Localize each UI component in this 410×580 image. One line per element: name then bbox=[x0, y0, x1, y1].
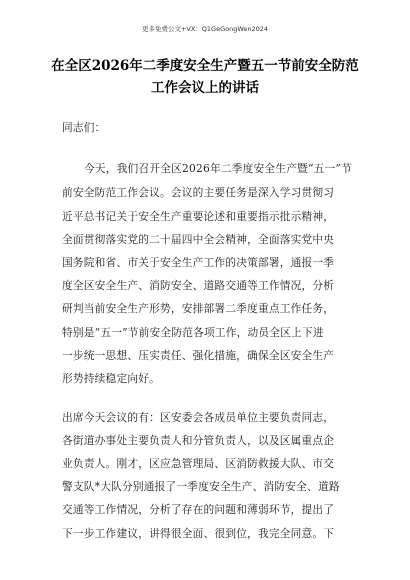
paragraph-2-line: 交通等工作情况，分析了存在的问题和薄弱环节，提出了 bbox=[62, 503, 335, 516]
header-note: 更多免费公文+VX：Q1GeGongWen2024 bbox=[141, 25, 269, 33]
salutation: 同志们： bbox=[62, 121, 106, 134]
paragraph-1-line: 度全区安全生产、消防安全、道路交通等工作情况，分析 bbox=[62, 279, 335, 292]
paragraph-1-line: 国务院和省、市关于安全生产工作的决策部署，通报一季 bbox=[62, 256, 335, 269]
paragraph-1-line: 全面贯彻落实党的二十届四中全会精神，全面落实党中央 bbox=[62, 233, 335, 246]
paragraph-2-line: 出席今天会议的有：区安委会各成员单位主要负责同志， bbox=[62, 411, 335, 424]
paragraph-2-line: 业负责人。刚才，区应急管理局、区消防救援大队、市交 bbox=[62, 457, 335, 470]
paragraph-1-line: 形势持续稳定向好。 bbox=[62, 372, 160, 385]
paragraph-1-line: 近平总书记关于安全生产重要论述和重要指示批示精神， bbox=[62, 210, 335, 223]
paragraph-1-line: 今天，我们召开全区2026年二季度安全生产暨“五一”节 bbox=[84, 162, 352, 175]
paragraph-2-line: 警支队*大队分别通报了一季度安全生产、消防安全、道路 bbox=[62, 480, 340, 493]
paragraph-2-line: 各街道办事处主要负责人和分管负责人，以及区属重点企 bbox=[62, 434, 335, 447]
paragraph-1-line: 前安全防范工作会议。会议的主要任务是深入学习贯彻习 bbox=[62, 186, 335, 199]
document-title-line-1: 在全区2026年二季度安全生产暨五一节前安全防范 bbox=[51, 58, 359, 74]
document-title-line-2: 工作会议上的讲话 bbox=[151, 80, 259, 96]
paragraph-1-line: 特别是“五一”节前安全防范各项工作，动员全区上下进 bbox=[62, 326, 324, 339]
paragraph-1-line: 研判当前安全生产形势，安排部署二季度重点工作任务， bbox=[62, 302, 335, 315]
paragraph-2-line: 下一步工作建议，讲得很全面、很到位，我完全同意。下 bbox=[62, 527, 335, 540]
paragraph-1-line: 一步统一思想、压实责任、强化措施，确保全区安全生产 bbox=[62, 349, 335, 362]
